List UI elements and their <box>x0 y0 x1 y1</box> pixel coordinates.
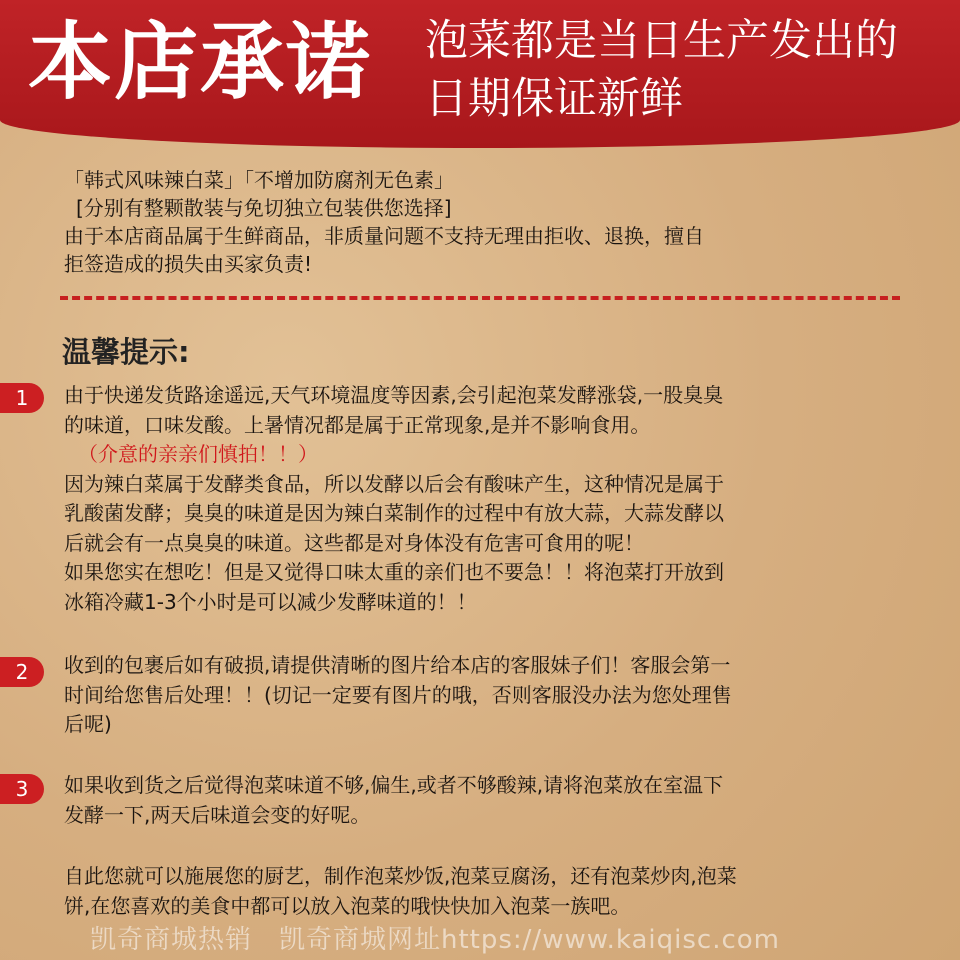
intro-block <box>64 166 944 278</box>
tip-line: 收到的包裹后如有破损,请提供清晰的图片给本店的客服妹子们！客服会第一 <box>64 653 731 677</box>
tip-line: 时间给您售后处理！！(切记一定要有图片的哦，否则客服没办法为您处理售 <box>64 682 732 707</box>
tip-2-text <box>64 651 944 740</box>
tip-line: 的味道，口味发酸。上暑情况都是属于正常现象,是并不影响食用。 <box>64 412 651 437</box>
intro-line: [分别有整颗散装与免切独立包装供您选择] <box>76 196 452 220</box>
intro-line: 拒签造成的损失由买家负责! <box>64 252 313 276</box>
tip-number-badge: 3 <box>0 774 44 804</box>
tip-line: 后呢) <box>64 712 112 736</box>
tip-line: 如果收到货之后觉得泡菜味道不够,偏生,或者不够酸辣,请将泡菜放在室温下 <box>64 773 724 797</box>
tip-line: 后就会有一点臭臭的味道。这些都是对身体没有危害可食用的呢！ <box>64 530 644 555</box>
tip-line: 如果您实在想吃！但是又觉得口味太重的亲们也不要急！！将泡菜打开放到 <box>64 560 724 584</box>
tip-line: 发酵一下,两天后味道会变的好呢。 <box>64 802 371 827</box>
banner-subtitle-line1: 泡菜都是当日生产发出的 <box>425 16 898 66</box>
tip-number-badge: 2 <box>0 657 44 687</box>
tip-1-text <box>64 381 944 617</box>
watermark: 凯奇商城热销 凯奇商城网址https://www.kaiqisc.com <box>90 925 780 955</box>
dashed-divider <box>60 296 900 300</box>
intro-line: 由于本店商品属于生鲜商品，非质量问题不支持无理由拒收、退换，擅自 <box>64 224 704 248</box>
tip-warning-line: （介意的亲亲们慎拍！！） <box>78 442 318 466</box>
banner-subtitle <box>425 12 955 128</box>
intro-line: 「韩式风味辣白菜」「不增加防腐剂无色素」 <box>64 168 454 192</box>
tip-line: 冰箱冷藏1-3个小时是可以减少发酵味道的！！ <box>64 589 477 614</box>
tip-line: 由于快递发货路途遥远,天气环境温度等因素,会引起泡菜发酵涨袋,一股臭臭 <box>64 383 724 407</box>
banner-title: 本店承诺 <box>28 13 373 111</box>
tip-number-badge: 1 <box>0 383 44 413</box>
closing-text <box>64 862 944 921</box>
tip-line: 因为辣白菜属于发酵类食品，所以发酵以后会有酸味产生，这种情况是属于 <box>64 471 724 496</box>
banner-subtitle-line2: 日期保证新鲜 <box>425 74 683 124</box>
tip-line: 乳酸菌发酵；臭臭的味道是因为辣白菜制作的过程中有放大蒜，大蒜发酵以 <box>64 501 724 525</box>
closing-line: 自此您就可以施展您的厨艺，制作泡菜炒饭,泡菜豆腐汤，还有泡菜炒肉,泡菜 <box>64 864 737 888</box>
header-banner <box>0 0 960 148</box>
tips-heading: 温馨提示: <box>62 335 190 369</box>
tip-3-text <box>64 771 944 830</box>
closing-line: 饼,在您喜欢的美食中都可以放入泡菜的哦快快加入泡菜一族吧。 <box>64 893 631 918</box>
